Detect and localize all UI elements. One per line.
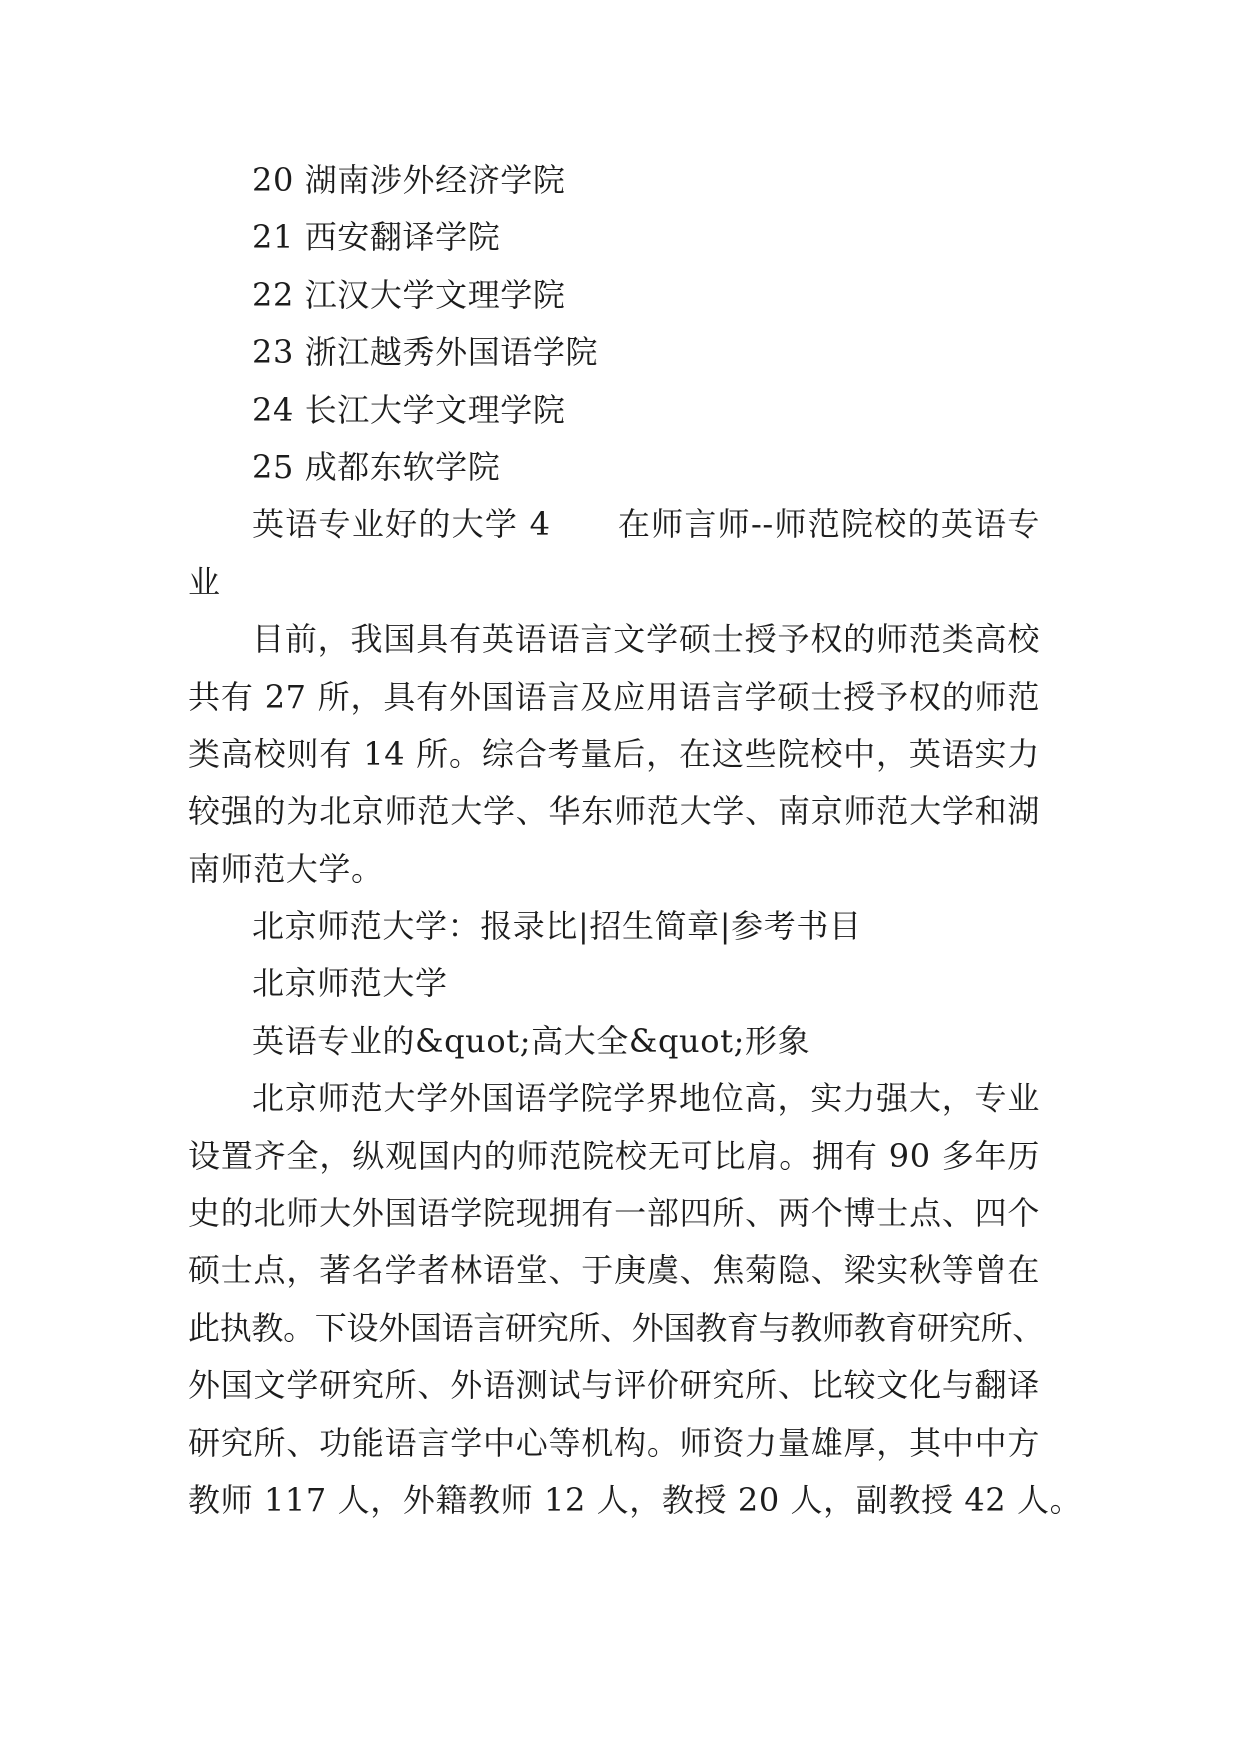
paragraph-line: 教师 117 人，外籍教师 12 人，教授 20 人，副教授 42 人。 xyxy=(188,1480,1083,1519)
paragraph-line: 史的北师大外国语学院现拥有一部四所、两个博士点、四个 xyxy=(188,1194,1040,1233)
university-name: 湖南涉外经济学院 xyxy=(304,161,566,199)
paragraph-line: 较强的为北京师范大学、华东师范大学、南京师范大学和湖 xyxy=(188,792,1040,831)
ranking-list-item xyxy=(188,152,1040,209)
university-name: 长江大学文理学院 xyxy=(304,390,566,429)
paragraph-line: 北京师范大学外国语学院学界地位高，实力强大，专业 xyxy=(252,1079,1040,1118)
ranking-list-item xyxy=(188,324,1040,381)
university-ranking-list xyxy=(188,152,1040,496)
section-heading-line: 业 xyxy=(188,562,221,601)
ranking-list-item xyxy=(188,382,1040,439)
bnu-links-line: 北京师范大学：报录比|招生简章|参考书目 xyxy=(252,907,862,946)
university-name: 成都东软学院 xyxy=(304,447,501,486)
paragraph-line: 目前，我国具有英语语言文学硕士授予权的师范类高校 xyxy=(252,620,1040,659)
bnu-paragraph xyxy=(188,1070,1083,1529)
paragraph-line: 此执教。下设外国语言研究所、外国教育与教师教育研究所、 xyxy=(188,1308,1044,1347)
rank-number: 21 xyxy=(252,218,294,257)
section-heading-line: 英语专业好的大学 4 在师言师--师范院校的英语专 xyxy=(252,505,1040,544)
paragraph-line: 硕士点，著名学者林语堂、于庚虞、焦菊隐、梁实秋等曾在 xyxy=(188,1251,1040,1290)
rank-number: 25 xyxy=(252,447,294,486)
university-name: 江汉大学文理学院 xyxy=(304,275,566,314)
document-body xyxy=(188,152,1083,1529)
intro-paragraph xyxy=(188,611,1040,898)
rank-number: 24 xyxy=(252,390,294,429)
section-heading xyxy=(188,496,1040,611)
bnu-subtitle: 英语专业的&quot;高大全&quot;形象 xyxy=(252,1021,811,1060)
university-name: 浙江越秀外国语学院 xyxy=(304,333,599,372)
bnu-title: 北京师范大学 xyxy=(252,964,448,1003)
rank-number: 20 xyxy=(252,161,294,199)
rank-number: 23 xyxy=(252,333,294,372)
university-name: 西安翻译学院 xyxy=(304,218,501,257)
ranking-list-item xyxy=(188,439,1040,496)
paragraph-line: 南师范大学。 xyxy=(188,849,384,888)
paragraph-line: 类高校则有 14 所。综合考量后，在这些院校中，英语实力 xyxy=(188,734,1040,773)
paragraph-line: 设置齐全，纵观国内的师范院校无可比肩。拥有 90 多年历 xyxy=(188,1136,1040,1175)
paragraph-line: 共有 27 所，具有外国语言及应用语言学硕士授予权的师范 xyxy=(188,677,1040,716)
paragraph-line: 外国文学研究所、外语测试与评价研究所、比较文化与翻译 xyxy=(188,1366,1040,1405)
paragraph-line: 研究所、功能语言学中心等机构。师资力量雄厚，其中中方 xyxy=(188,1423,1040,1462)
rank-number: 22 xyxy=(252,275,294,314)
ranking-list-item xyxy=(188,267,1040,324)
ranking-list-item xyxy=(188,209,1040,266)
